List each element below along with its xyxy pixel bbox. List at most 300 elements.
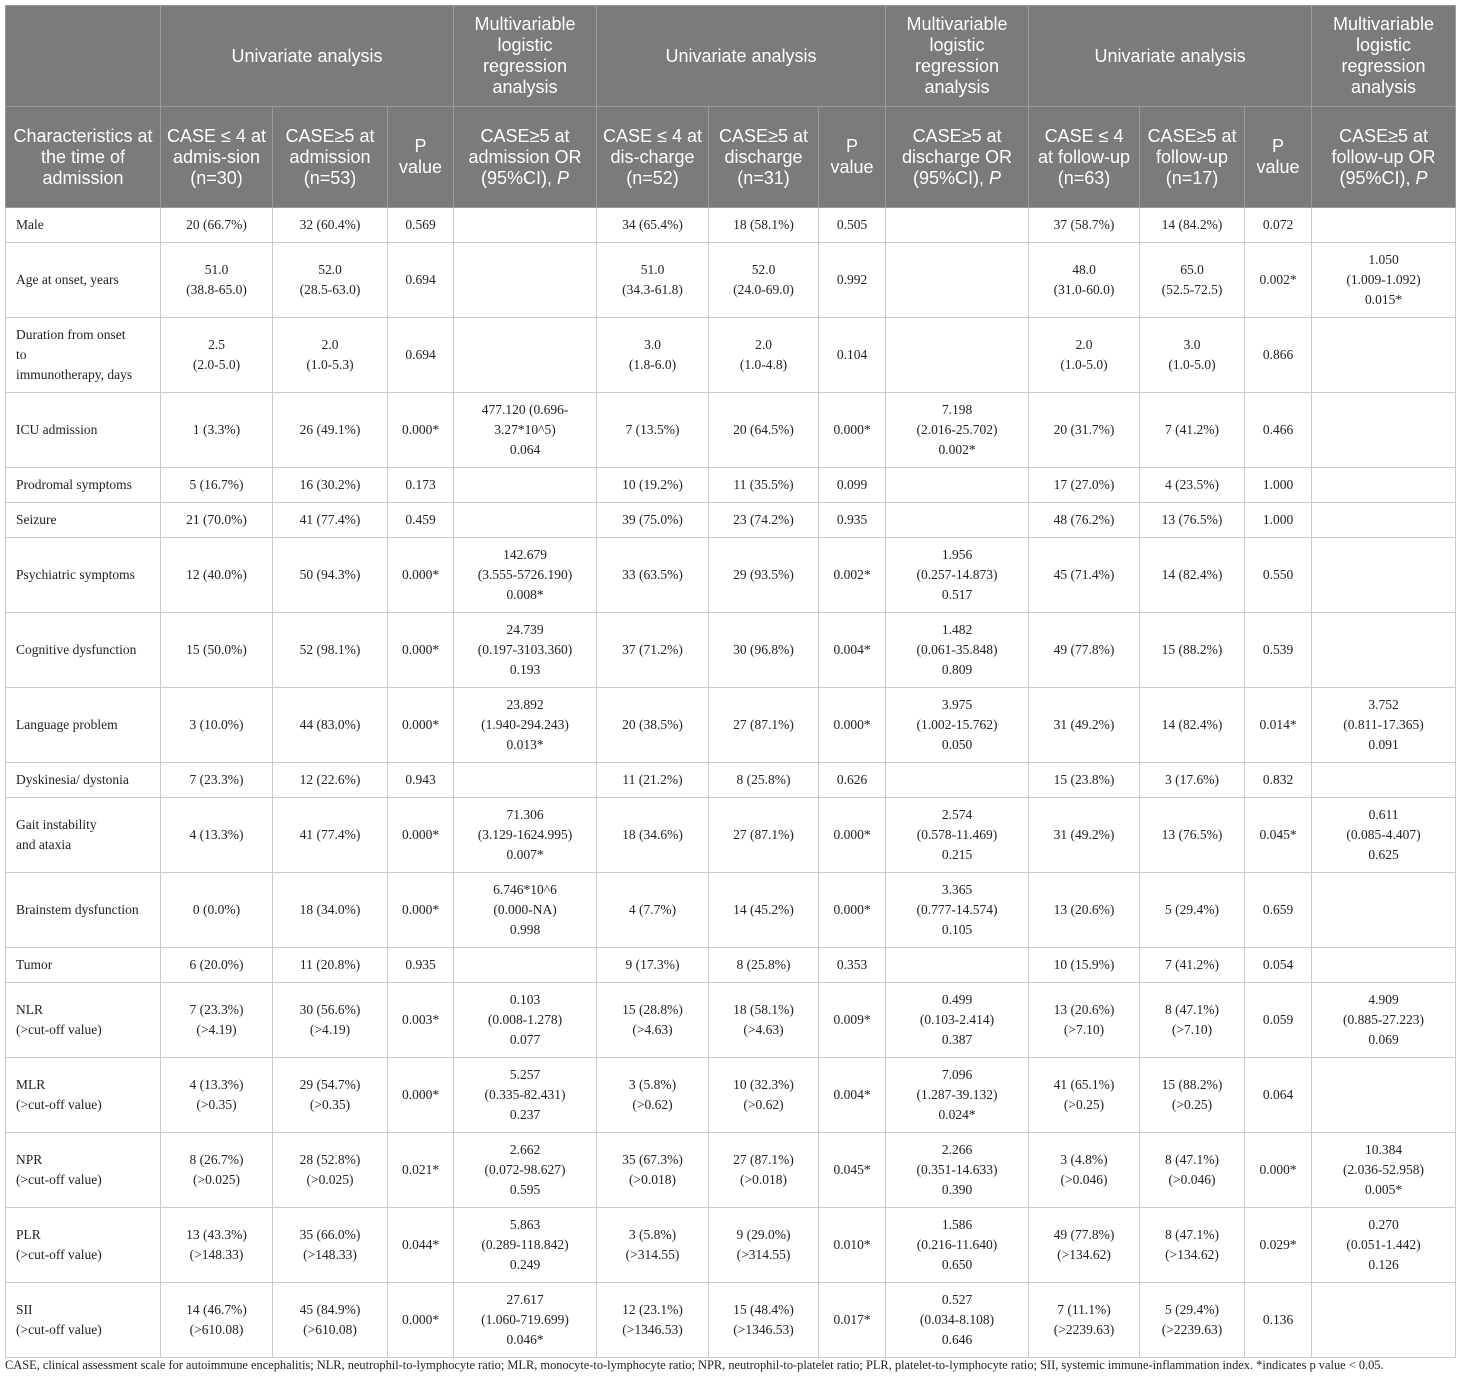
cell-line: 0.046* xyxy=(506,1332,544,1347)
cell-line: (2.016-25.702) xyxy=(916,422,998,437)
cell-line: 15 (28.8%) xyxy=(622,1002,683,1017)
cell-line: 10.384 xyxy=(1364,1142,1403,1157)
p-symbol: P xyxy=(557,167,570,188)
cell-line: (1.0-5.0) xyxy=(1168,357,1216,372)
cell-line: (0.257-14.873) xyxy=(916,567,998,582)
cell-line: 0.646 xyxy=(941,1332,973,1347)
table-cell xyxy=(1312,948,1456,983)
cell-line: 142.679 xyxy=(503,547,547,562)
cell-line: 0.104 xyxy=(836,347,868,362)
cell-line: 15 (50.0%) xyxy=(186,642,247,657)
cell-line: 0.029* xyxy=(1259,1237,1297,1252)
column-header: P value xyxy=(1245,107,1312,208)
cell-line: (>0.62) xyxy=(743,1097,784,1112)
table-cell xyxy=(1245,538,1312,613)
row-label xyxy=(6,1133,161,1208)
table-cell xyxy=(597,983,709,1058)
row-label xyxy=(6,873,161,948)
table-cell xyxy=(454,1208,597,1283)
row-label-line: Duration from onset xyxy=(16,327,126,342)
cell-line: (>134.62) xyxy=(1057,1247,1111,1262)
table-row xyxy=(6,613,1456,688)
cell-line: (0.034-8.108) xyxy=(919,1312,995,1327)
table-cell xyxy=(1140,688,1245,763)
table-cell xyxy=(273,1283,388,1358)
cell-line: 0.000* xyxy=(401,827,440,842)
cell-line: 5 (29.4%) xyxy=(1165,902,1220,917)
table-cell xyxy=(709,763,819,798)
cell-line: 0.000* xyxy=(401,1087,440,1102)
table-cell xyxy=(709,983,819,1058)
p-symbol: P xyxy=(1415,167,1428,188)
column-header-text: CASE≥5 at discharge OR (95%CI), xyxy=(902,125,1013,188)
row-label-line: NPR xyxy=(16,1152,43,1167)
table-cell xyxy=(388,503,454,538)
table-cell xyxy=(454,1058,597,1133)
table-cell xyxy=(388,948,454,983)
cell-line: 6 (20.0%) xyxy=(189,957,244,972)
table-cell xyxy=(886,1133,1029,1208)
cell-line: 0.866 xyxy=(1262,347,1294,362)
table-cell xyxy=(454,208,597,243)
table-cell xyxy=(1140,208,1245,243)
row-label-line: (>cut-off value) xyxy=(16,1247,102,1262)
cell-line: 0.044* xyxy=(401,1237,440,1252)
row-label xyxy=(6,1058,161,1133)
cell-line: 8 (25.8%) xyxy=(736,957,791,972)
table-cell xyxy=(1312,1208,1456,1283)
cell-line: 32 (60.4%) xyxy=(299,217,361,232)
cell-line: (>4.63) xyxy=(632,1022,673,1037)
cell-line: 5.863 xyxy=(509,1217,541,1232)
table-cell xyxy=(273,208,388,243)
group-header: Multivariable logistic regression analysis xyxy=(886,6,1029,107)
cell-line: (>1346.53) xyxy=(622,1322,683,1337)
cell-line: 14 (82.4%) xyxy=(1161,717,1223,732)
table-cell xyxy=(819,318,886,393)
table-cell xyxy=(886,763,1029,798)
cell-line: (2.036-52.958) xyxy=(1343,1162,1425,1177)
cell-line: 41 (77.4%) xyxy=(299,827,361,842)
table-cell xyxy=(388,468,454,503)
table-cell xyxy=(1029,318,1140,393)
table-cell xyxy=(454,873,597,948)
table-cell xyxy=(388,318,454,393)
cell-line: 0.000* xyxy=(833,717,871,732)
table-cell xyxy=(161,468,273,503)
column-header: CASE ≤ 4 at admis-sion (n=30) xyxy=(161,107,273,208)
table-cell xyxy=(1312,763,1456,798)
cell-line: 0.010* xyxy=(833,1237,871,1252)
table-cell xyxy=(273,318,388,393)
cell-line: 0.527 xyxy=(941,1292,973,1307)
cell-line: (31.0-60.0) xyxy=(1053,282,1115,297)
table-cell xyxy=(161,1208,273,1283)
cell-line: (>2239.63) xyxy=(1053,1322,1115,1337)
cell-line: 0.000* xyxy=(1259,1162,1297,1177)
cell-line: 0.054 xyxy=(1262,957,1294,972)
cell-line: 8 (47.1%) xyxy=(1165,1227,1220,1242)
table-cell xyxy=(1140,763,1245,798)
cell-line: (>0.018) xyxy=(629,1172,676,1187)
table-cell xyxy=(1029,688,1140,763)
table-cell xyxy=(1312,983,1456,1058)
cell-line: 0.004* xyxy=(833,642,871,657)
table-cell xyxy=(454,538,597,613)
cell-line: 44 (83.0%) xyxy=(299,717,361,732)
header-corner xyxy=(6,6,161,107)
cell-line: 13 (76.5%) xyxy=(1161,827,1223,842)
cell-line: 0.539 xyxy=(1262,642,1294,657)
table-cell xyxy=(1312,613,1456,688)
cell-line: 1.050 xyxy=(1368,252,1399,267)
cell-line: 27 (87.1%) xyxy=(733,1152,794,1167)
cell-line: 5.257 xyxy=(509,1067,541,1082)
table-cell xyxy=(1245,798,1312,873)
cell-line: (>0.35) xyxy=(196,1097,237,1112)
table-cell xyxy=(273,613,388,688)
table-row xyxy=(6,763,1456,798)
cell-line: 0.017* xyxy=(833,1312,871,1327)
table-cell xyxy=(1312,243,1456,318)
table-cell xyxy=(1029,538,1140,613)
cell-line: (34.3-61.8) xyxy=(622,282,683,297)
cell-line: 0.126 xyxy=(1368,1257,1399,1272)
table-row xyxy=(6,503,1456,538)
cell-line: 0.459 xyxy=(405,512,436,527)
cell-line: 31 (49.2%) xyxy=(1053,827,1115,842)
table-cell xyxy=(1245,468,1312,503)
table-cell xyxy=(1312,873,1456,948)
cell-line: 33 (63.5%) xyxy=(622,567,683,582)
cell-line: 7 (41.2%) xyxy=(1165,422,1220,437)
cell-line: 52.0 xyxy=(751,262,776,277)
cell-line: 12 (22.6%) xyxy=(299,772,361,787)
table-cell xyxy=(597,688,709,763)
cell-line: (0.072-98.627) xyxy=(484,1162,566,1177)
column-header xyxy=(454,107,597,208)
cell-line: (1.009-1.092) xyxy=(1346,272,1421,287)
cell-line: 0.611 xyxy=(1368,807,1399,822)
column-header: CASE ≤ 4 at follow-up (n=63) xyxy=(1029,107,1140,208)
table-cell xyxy=(1245,983,1312,1058)
table-cell xyxy=(1312,1133,1456,1208)
cell-line: 45 (84.9%) xyxy=(299,1302,361,1317)
cell-line: 7 (23.3%) xyxy=(189,1002,244,1017)
cell-line: 16 (30.2%) xyxy=(299,477,361,492)
table-row xyxy=(6,538,1456,613)
cell-line: 0.935 xyxy=(405,957,436,972)
table-cell xyxy=(1029,1058,1140,1133)
cell-line: (>610.08) xyxy=(303,1322,357,1337)
cell-line: (>2239.63) xyxy=(1161,1322,1223,1337)
cell-line: 52.0 xyxy=(318,262,342,277)
table-cell xyxy=(1029,873,1140,948)
table-row xyxy=(6,1133,1456,1208)
cell-line: (0.061-35.848) xyxy=(916,642,998,657)
table-cell xyxy=(388,1133,454,1208)
cell-line: 3.0 xyxy=(644,337,661,352)
table-cell xyxy=(819,208,886,243)
table-row xyxy=(6,393,1456,468)
cell-line: 41 (65.1%) xyxy=(1053,1077,1115,1092)
cell-line: 3 (10.0%) xyxy=(189,717,244,732)
table-cell xyxy=(161,503,273,538)
column-header: CASE≥5 at follow-up (n=17) xyxy=(1140,107,1245,208)
cell-line: 0.249 xyxy=(509,1257,541,1272)
table-cell xyxy=(819,538,886,613)
table-cell xyxy=(819,798,886,873)
table-cell xyxy=(1245,393,1312,468)
row-label-line: and ataxia xyxy=(16,837,72,852)
cell-line: 0.943 xyxy=(405,772,436,787)
table-cell xyxy=(1140,503,1245,538)
table-cell xyxy=(388,688,454,763)
row-label xyxy=(6,208,161,243)
group-header: Univariate analysis xyxy=(597,6,886,107)
cell-line: 0.569 xyxy=(405,217,436,232)
table-cell xyxy=(709,688,819,763)
cell-line: 0.008* xyxy=(506,587,544,602)
table-cell xyxy=(1029,468,1140,503)
cell-line: 7 (13.5%) xyxy=(625,422,680,437)
table-cell xyxy=(709,1208,819,1283)
table-cell xyxy=(454,948,597,983)
cell-line: 3.0 xyxy=(1183,337,1201,352)
column-header xyxy=(1312,107,1456,208)
cell-line: 27.617 xyxy=(506,1292,544,1307)
cell-line: 4 (13.3%) xyxy=(189,1077,244,1092)
row-label xyxy=(6,538,161,613)
cell-line: 0.059 xyxy=(1262,1012,1294,1027)
cell-line: 0.004* xyxy=(833,1087,871,1102)
cell-line: 65.0 xyxy=(1180,262,1204,277)
table-cell xyxy=(1245,948,1312,983)
table-cell xyxy=(454,613,597,688)
cell-line: 23 (74.2%) xyxy=(733,512,794,527)
row-label-line: Male xyxy=(16,217,44,232)
cell-line: 49 (77.8%) xyxy=(1053,1227,1115,1242)
row-label-line: Age at onset, years xyxy=(16,272,119,287)
cell-line: 0.000* xyxy=(833,827,871,842)
table-cell xyxy=(454,1133,597,1208)
table-cell xyxy=(886,503,1029,538)
cell-line: 0.050 xyxy=(941,737,973,752)
table-row xyxy=(6,983,1456,1058)
cell-line: 0.000* xyxy=(401,902,440,917)
table-cell xyxy=(597,1208,709,1283)
table-cell xyxy=(388,1208,454,1283)
table-cell xyxy=(273,688,388,763)
table-cell xyxy=(709,798,819,873)
table-cell xyxy=(1140,798,1245,873)
table-cell xyxy=(1029,798,1140,873)
table-cell xyxy=(454,983,597,1058)
row-label xyxy=(6,393,161,468)
table-cell xyxy=(819,1058,886,1133)
table-cell xyxy=(1029,1208,1140,1283)
cell-line: 0.353 xyxy=(836,957,868,972)
cell-line: 0.002* xyxy=(833,567,871,582)
table-cell xyxy=(1029,948,1140,983)
table-cell xyxy=(597,613,709,688)
table-cell xyxy=(388,763,454,798)
cell-line: (>4.63) xyxy=(743,1022,784,1037)
table-cell xyxy=(886,688,1029,763)
table-cell xyxy=(388,983,454,1058)
cell-line: 7 (11.1%) xyxy=(1057,1302,1111,1317)
table-cell xyxy=(709,613,819,688)
cell-line: 48.0 xyxy=(1072,262,1096,277)
column-header: CASE≥5 at admission (n=53) xyxy=(273,107,388,208)
cell-line: 21 (70.0%) xyxy=(186,512,247,527)
cell-line: (0.103-2.414) xyxy=(919,1012,995,1027)
cell-line: 0.000* xyxy=(401,567,440,582)
row-label xyxy=(6,1283,161,1358)
cell-line: (>4.19) xyxy=(196,1022,237,1037)
cell-line: (0.811-17.365) xyxy=(1343,717,1424,732)
table-cell xyxy=(886,1058,1029,1133)
table-cell xyxy=(161,613,273,688)
table-row xyxy=(6,208,1456,243)
table-cell xyxy=(819,873,886,948)
cell-line: 45 (71.4%) xyxy=(1053,567,1115,582)
cell-line: 0.387 xyxy=(941,1032,973,1047)
cell-line: 8 (26.7%) xyxy=(189,1152,244,1167)
row-label xyxy=(6,1208,161,1283)
cell-line: 35 (66.0%) xyxy=(299,1227,361,1242)
cell-line: 0.000* xyxy=(401,717,440,732)
table-cell xyxy=(454,243,597,318)
table-cell xyxy=(1029,763,1140,798)
table-cell xyxy=(709,468,819,503)
table-cell xyxy=(886,243,1029,318)
cell-line: 1.000 xyxy=(1262,477,1294,492)
table-cell xyxy=(454,688,597,763)
table-cell xyxy=(1312,503,1456,538)
table-cell xyxy=(709,243,819,318)
table-cell xyxy=(454,393,597,468)
cell-line: 52 (98.1%) xyxy=(299,642,361,657)
cell-line: 29 (93.5%) xyxy=(733,567,794,582)
table-cell xyxy=(1245,1133,1312,1208)
cell-line: (>0.35) xyxy=(309,1097,351,1112)
table-cell xyxy=(819,948,886,983)
cell-line: 35 (67.3%) xyxy=(622,1152,683,1167)
cell-line: 9 (17.3%) xyxy=(625,957,680,972)
table-cell xyxy=(597,763,709,798)
cell-line: 0.000* xyxy=(833,902,871,917)
table-cell xyxy=(819,1208,886,1283)
table-cell xyxy=(819,983,886,1058)
cell-line: 23.892 xyxy=(506,697,544,712)
cell-line: 0.099 xyxy=(836,477,868,492)
table-cell xyxy=(1140,393,1245,468)
table-cell xyxy=(886,873,1029,948)
table-cell xyxy=(819,1283,886,1358)
cell-line: 17 (27.0%) xyxy=(1053,477,1115,492)
table-cell xyxy=(1140,318,1245,393)
cell-line: 0.009* xyxy=(833,1012,871,1027)
table-cell xyxy=(388,873,454,948)
table-cell xyxy=(273,763,388,798)
cell-line: (0.051-1.442) xyxy=(1346,1237,1421,1252)
cell-line: 0.045* xyxy=(1259,827,1297,842)
table-cell xyxy=(1245,503,1312,538)
cell-line: 3 (5.8%) xyxy=(628,1227,677,1242)
cell-line: (>314.55) xyxy=(736,1247,791,1262)
table-footnote: CASE, clinical assessment scale for autoimmune encephalitis; NLR, neutrophil-to-lymphocyte ratio; MLR, monocyte-to-lymphocyte ratio; NPR, neutrophil-to-platelet ratio; PLR, platelet-to-lymphocyte ratio; SII, systemic immune-inflammation index. *indicates p value < 0.05. xyxy=(5,1358,1384,1372)
cell-line: 0.000* xyxy=(401,642,440,657)
table-cell xyxy=(388,243,454,318)
table-cell xyxy=(388,798,454,873)
cell-line: 37 (58.7%) xyxy=(1053,217,1115,232)
cell-line: 30 (96.8%) xyxy=(733,642,794,657)
cell-line: (24.0-69.0) xyxy=(733,282,794,297)
column-header-text: CASE≥5 at follow-up OR (95%CI), xyxy=(1331,125,1436,188)
cell-line: (1.0-5.0) xyxy=(1060,357,1108,372)
cell-line: (0.578-11.469) xyxy=(916,827,998,842)
group-header: Univariate analysis xyxy=(161,6,454,107)
cell-line: 14 (84.2%) xyxy=(1161,217,1223,232)
cell-line: 20 (66.7%) xyxy=(186,217,247,232)
cell-line: 34 (65.4%) xyxy=(622,217,683,232)
table-cell xyxy=(273,503,388,538)
row-label-line: SII xyxy=(16,1302,33,1317)
cell-line: (2.0-5.0) xyxy=(192,357,241,372)
table-cell xyxy=(273,243,388,318)
cell-line: 14 (45.2%) xyxy=(733,902,794,917)
cell-line: 0.024* xyxy=(938,1107,976,1122)
table-cell xyxy=(273,1058,388,1133)
cell-line: 13 (43.3%) xyxy=(186,1227,247,1242)
cell-line: 13 (20.6%) xyxy=(1053,902,1115,917)
cell-line: (0.335-82.431) xyxy=(484,1087,566,1102)
row-label-line: Dyskinesia/ dystonia xyxy=(16,772,129,787)
table-cell xyxy=(597,503,709,538)
cell-line: 0.072 xyxy=(1262,217,1294,232)
table-cell xyxy=(161,1133,273,1208)
cell-line: 3 (4.8%) xyxy=(1060,1152,1108,1167)
row-label xyxy=(6,763,161,798)
cell-line: (1.287-39.132) xyxy=(916,1087,998,1102)
cell-line: 2.0 xyxy=(755,337,772,352)
cell-line: 4.909 xyxy=(1368,992,1399,1007)
cell-line: 1 (3.3%) xyxy=(192,422,241,437)
column-header xyxy=(886,107,1029,208)
table-cell xyxy=(273,538,388,613)
column-header: CASE≥5 at discharge (n=31) xyxy=(709,107,819,208)
table-cell xyxy=(388,1283,454,1358)
table-cell xyxy=(388,208,454,243)
table-cell xyxy=(597,1058,709,1133)
table-cell xyxy=(273,948,388,983)
table-cell xyxy=(454,318,597,393)
table-cell xyxy=(886,393,1029,468)
table-cell xyxy=(1029,613,1140,688)
cell-line: (>148.33) xyxy=(303,1247,357,1262)
group-header: Multivariable logistic regression analysis xyxy=(454,6,597,107)
cell-line: 11 (21.2%) xyxy=(622,772,683,787)
cell-line: (>0.25) xyxy=(1063,1097,1105,1112)
cell-line: 0.136 xyxy=(1262,1312,1294,1327)
table-cell xyxy=(273,468,388,503)
row-label xyxy=(6,318,161,393)
cell-line: 50 (94.3%) xyxy=(299,567,361,582)
table-cell xyxy=(819,468,886,503)
cell-line: 0.021* xyxy=(401,1162,440,1177)
cell-line: 7 (41.2%) xyxy=(1165,957,1220,972)
